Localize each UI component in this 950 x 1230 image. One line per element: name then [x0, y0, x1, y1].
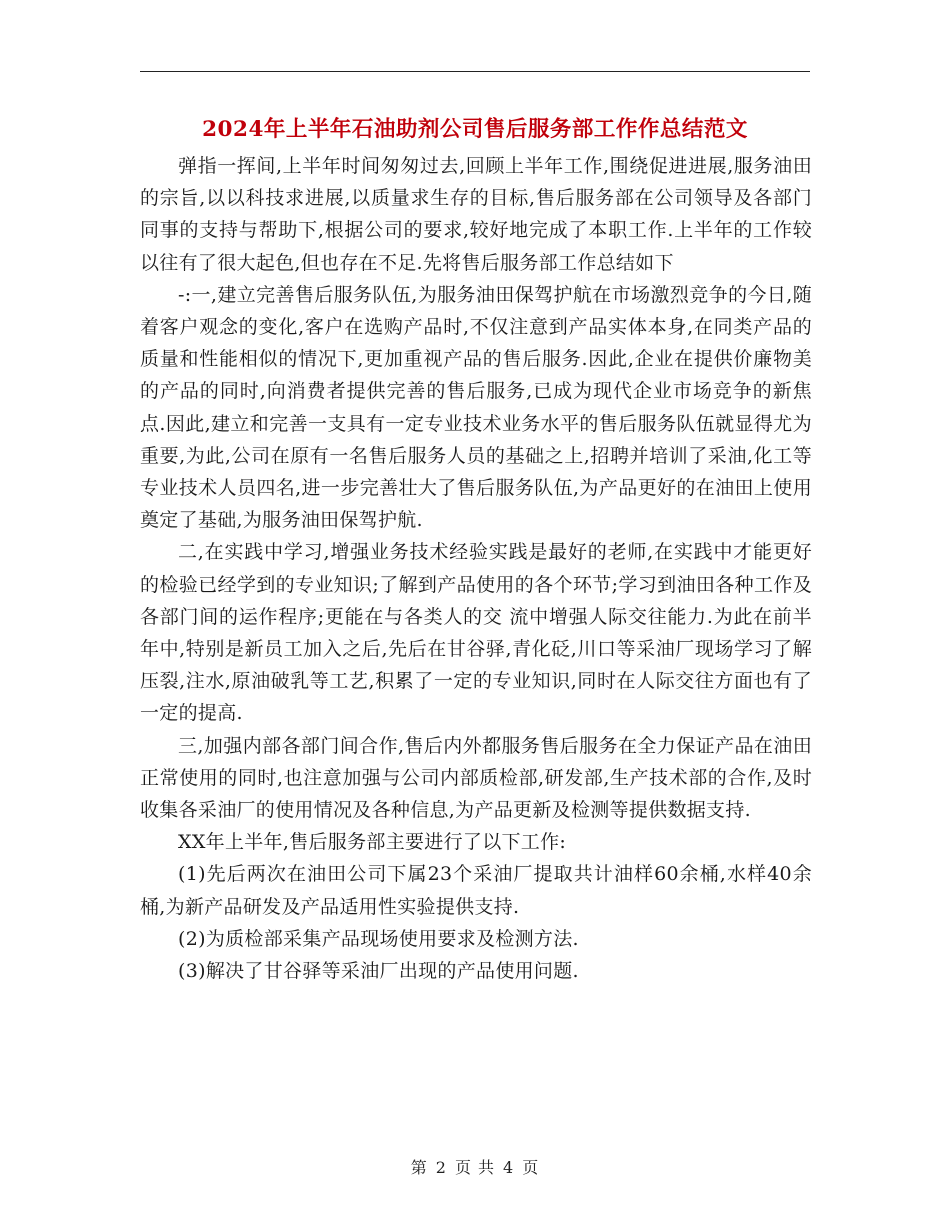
header-rule	[140, 71, 810, 72]
footer-middle: 页 共	[454, 1158, 496, 1177]
footer-current-page: 2	[435, 1158, 447, 1177]
document-title: 2024年上半年石油助剂公司售后服务部工作作总结范文	[202, 117, 748, 142]
paragraph-work-summary: XX年上半年,售后服务部主要进行了以下工作:	[178, 831, 567, 854]
paragraph-intro: 弹指一挥间,上半年时间匆匆过去,回顾上半年工作,围绕促进进展,服务油田的宗旨,以以科技求进展,以质量求生存的目标,售后服务部在公司领导及各部门同事的支持与帮助下,根据公司的要求,较好地完成了本职工作.上半年的工作较以往有了很大起色,但也存在不足.先将售后服务部工作总结如下	[140, 155, 812, 274]
paragraph-section-2: 二,在实践中学习,增强业务技术经验实践是最好的老师,在实践中才能更好的检验已经学到的专业知识;了解到产品使用的各个环节;学习到油田各种工作及各部门间的运作程序;更能在与各类人的交 流中增强人际交往能力.为此在前半年中,特别是新员工加入之后,先后在甘谷驿,青化砭,川口等采油厂现场学习了解压裂,注水,原油破乳等工艺,积累了一定的专业知识,同时在人际交往方面也有了一定的提高.	[140, 541, 812, 725]
footer-total-pages: 4	[503, 1158, 515, 1177]
document-body	[140, 150, 812, 987]
list-item-2: (2)为质检部采集产品现场使用要求及检测方法.	[178, 927, 579, 950]
list-item-1: (1)先后两次在油田公司下属23个采油厂提取共计油样60余桶,水样40余桶,为新产品研发及产品适用性实验提供支持.	[140, 863, 812, 918]
page-footer	[0, 1155, 950, 1178]
footer-prefix: 第	[410, 1158, 428, 1177]
list-item-3: (3)解决了甘谷驿等采油厂出现的产品使用问题.	[178, 960, 579, 983]
paragraph-section-3: 三,加强内部各部门间合作,售后内外都服务售后服务在全力保证产品在油田正常使用的同时,也注意加强与公司内部质检部,研发部,生产技术部的合作,及时收集各采油厂的使用情况及各种信息,为产品更新及检测等提供数据支持.	[140, 734, 812, 822]
paragraph-section-1: -:一,建立完善售后服务队伍,为服务油田保驾护航在市场激烈竞争的今日,随着客户观念的变化,客户在选购产品时,不仅注意到产品实体本身,在同类产品的质量和性能相似的情况下,更加重视产品的售后服务.因此,企业在提供价廉物美的产品的同时,向消费者提供完善的售后服务,已成为现代企业市场竞争的新焦点.因此,建立和完善一支具有一定专业技术业务水平的售后服务队伍就显得尤为重要,为此,公司在原有一名售后服务人员的基础之上,招聘并培训了采油,化工等专业技术人员四名,进一步完善壮大了售后服务队伍,为产品更好的在油田上使用奠定了基础,为服务油田保驾护航.	[140, 283, 812, 532]
footer-suffix: 页	[522, 1158, 540, 1177]
